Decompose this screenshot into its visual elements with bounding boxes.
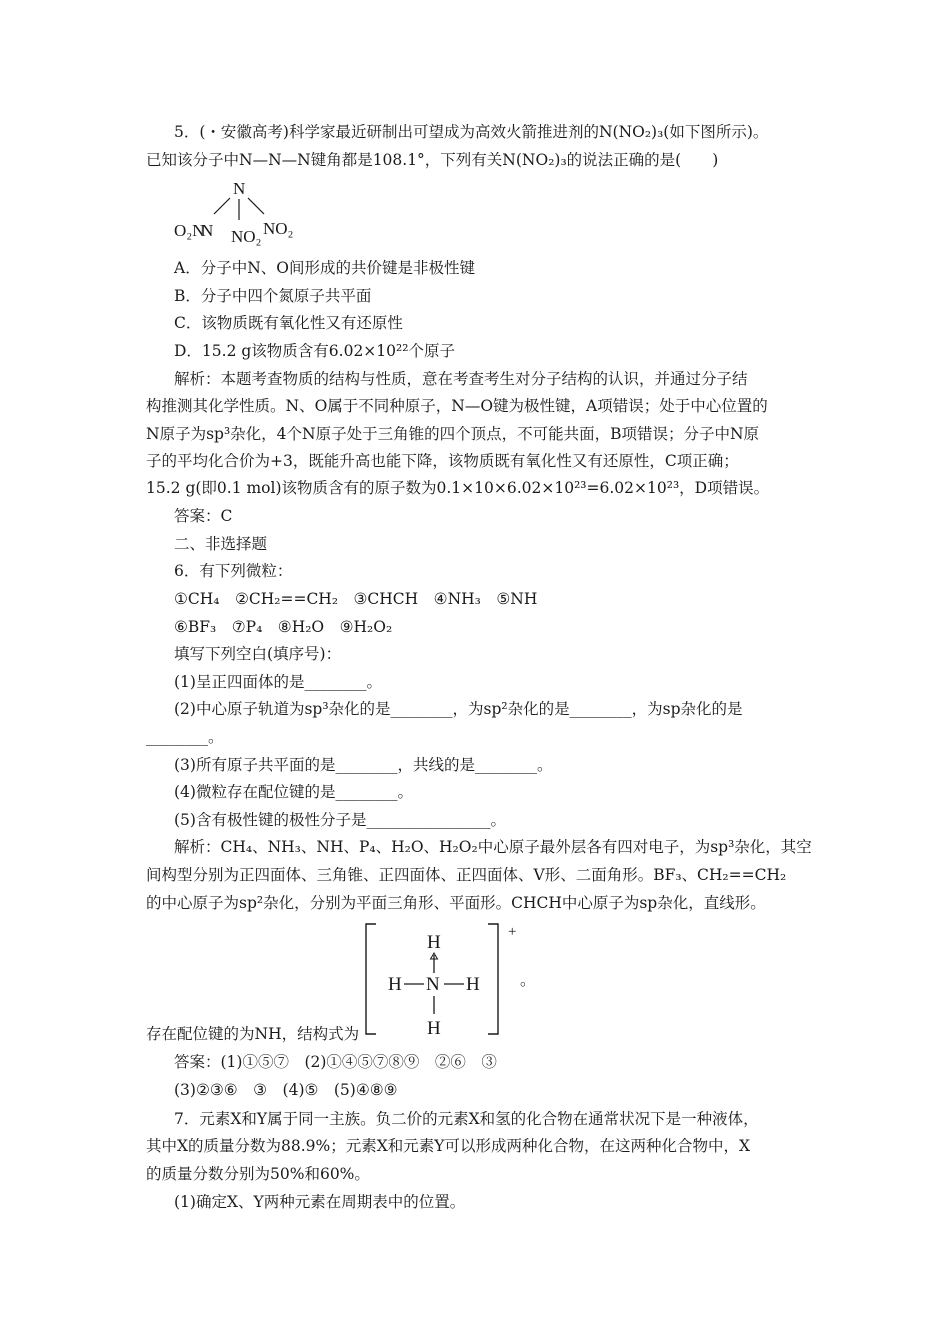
q5-option-c: C．该物质既有氧化性又有还原性 [174, 314, 403, 332]
struct-h-right: H [466, 974, 480, 995]
q6-coord-text: 存在配位键的为NH，结构式为 [146, 1025, 360, 1043]
q5-analysis-line-1: 解析：本题考查物质的结构与性质，意在考查考生对分子结构的认识，并通过分子结 [174, 370, 748, 388]
q6-analysis-line-1: 解析：CH₄、NH₃、NH、P₄、H₂O、H₂O₂中心原子最外层各有四对电子，为sp³杂化，其空 [174, 838, 812, 856]
q5-analysis-line-2: 构推测其化学性质。N、O属于不同种原子，N—O键为极性键，A项错误；处于中心位置的 [146, 397, 768, 415]
q6-particles-line-1: ①CH₄ ②CH₂==CH₂ ③CHCH ④NH₃ ⑤NH [174, 590, 538, 608]
figure-bond-left [214, 198, 230, 214]
structure-period: 。 [520, 971, 536, 989]
right-bracket [488, 924, 498, 1034]
q5-answer: 答案：C [174, 507, 233, 525]
q6-stem: 6．有下列微粒： [174, 562, 293, 580]
q7-stem-line-3: 的质量分数分别为50%和60%。 [146, 1165, 370, 1183]
figure-atom-center: N [201, 221, 214, 240]
figure-bond-right [248, 198, 264, 214]
q5-analysis-line-3: N原子为sp³杂化，4个N原子处于三角锥的四个顶点，不可能共面，B项错误；分子中N原 [146, 425, 760, 443]
q6-blank-1: (1)呈正四面体的是________。 [174, 673, 382, 691]
figure-group-right: NO₂ [263, 219, 294, 238]
q6-blank-3: (3)所有原子共平面的是________，共线的是________。 [174, 756, 553, 774]
struct-h-top: H [427, 932, 441, 953]
q6-blank-5: (5)含有极性键的极性分子是________________。 [174, 811, 506, 829]
q5-stem-line-1: 5．(・安徽高考)科学家最近研制出可望成为高效火箭推进剂的N(NO₂)₃(如下图所示)。 [174, 123, 769, 141]
figure-group-bottom: NO₂ [231, 227, 262, 246]
q6-blank-4: (4)微粒存在配位键的是________。 [174, 783, 413, 801]
q6-blank-2-cont: ________。 [146, 728, 224, 746]
q5-option-b: B．分子中四个氮原子共平面 [174, 287, 372, 305]
q6-instruction: 填写下列空白(填序号)： [174, 645, 342, 663]
charge-sign: + [508, 924, 517, 940]
q6-particles-line-2: ⑥BF₃ ⑦P₄ ⑧H₂O ⑨H₂O₂ [174, 618, 393, 636]
q6-blank-2: (2)中心原子轨道为sp³杂化的是________，为sp²杂化的是________，为sp杂化的是 [174, 700, 743, 718]
q6-analysis-line-3: 的中心原子为sp²杂化，分别为平面三角形、平面形。CHCH中心原子为sp杂化，直线形。 [146, 894, 766, 912]
figure-group-left: O₂N [174, 221, 205, 240]
n-no2-3-structure-figure [170, 176, 310, 248]
section-heading: 二、非选择题 [174, 535, 268, 553]
q7-sub-question-1: (1)确定X、Y两种元素在周期表中的位置。 [174, 1193, 466, 1211]
struct-h-bottom: H [427, 1018, 441, 1039]
q6-answer-line-1: 答案：(1)①⑤⑦ (2)①④⑤⑦⑧⑨ ②⑥ ③ [174, 1053, 497, 1071]
q5-option-d: D．15.2 g该物质含有6.02×10²²个原子 [174, 342, 455, 360]
struct-n-center: N [426, 974, 440, 995]
figure-atom-top: N [233, 179, 246, 198]
q5-analysis-line-4: 子的平均化合价为+3，既能升高也能下降，该物质既有氧化性又有还原性，C项正确； [146, 452, 739, 470]
q7-stem-line-2: 其中X的质量分数为88.9%；元素X和元素Y可以形成两种化合物，在这两种化合物中，X [146, 1137, 751, 1155]
struct-h-left: H [388, 974, 402, 995]
q5-analysis-line-5: 15.2 g(即0.1 mol)该物质含有的原子数为0.1×10×6.02×10²³=6.02×10²³，D项错误。 [146, 479, 770, 497]
q7-stem-line-1: 7．元素X和Y属于同一主族。负二价的元素X和氢的化合物在通常状况下是一种液体， [174, 1110, 759, 1128]
q6-analysis-line-2: 间构型分别为正四面体、三角锥、正四面体、正四面体、V形、二面角形。BF₃、CH₂==CH₂ [146, 866, 787, 884]
q5-option-a: A．分子中N、O间形成的共价键是非极性键 [174, 259, 475, 277]
left-bracket [366, 924, 376, 1034]
q5-stem-line-2: 已知该分子中N—N—N键角都是108.1°，下列有关N(NO₂)₃的说法正确的是( ) [146, 151, 719, 169]
q6-answer-line-2: (3)②③⑥ ③ (4)⑤ (5)④⑧⑨ [174, 1081, 398, 1099]
